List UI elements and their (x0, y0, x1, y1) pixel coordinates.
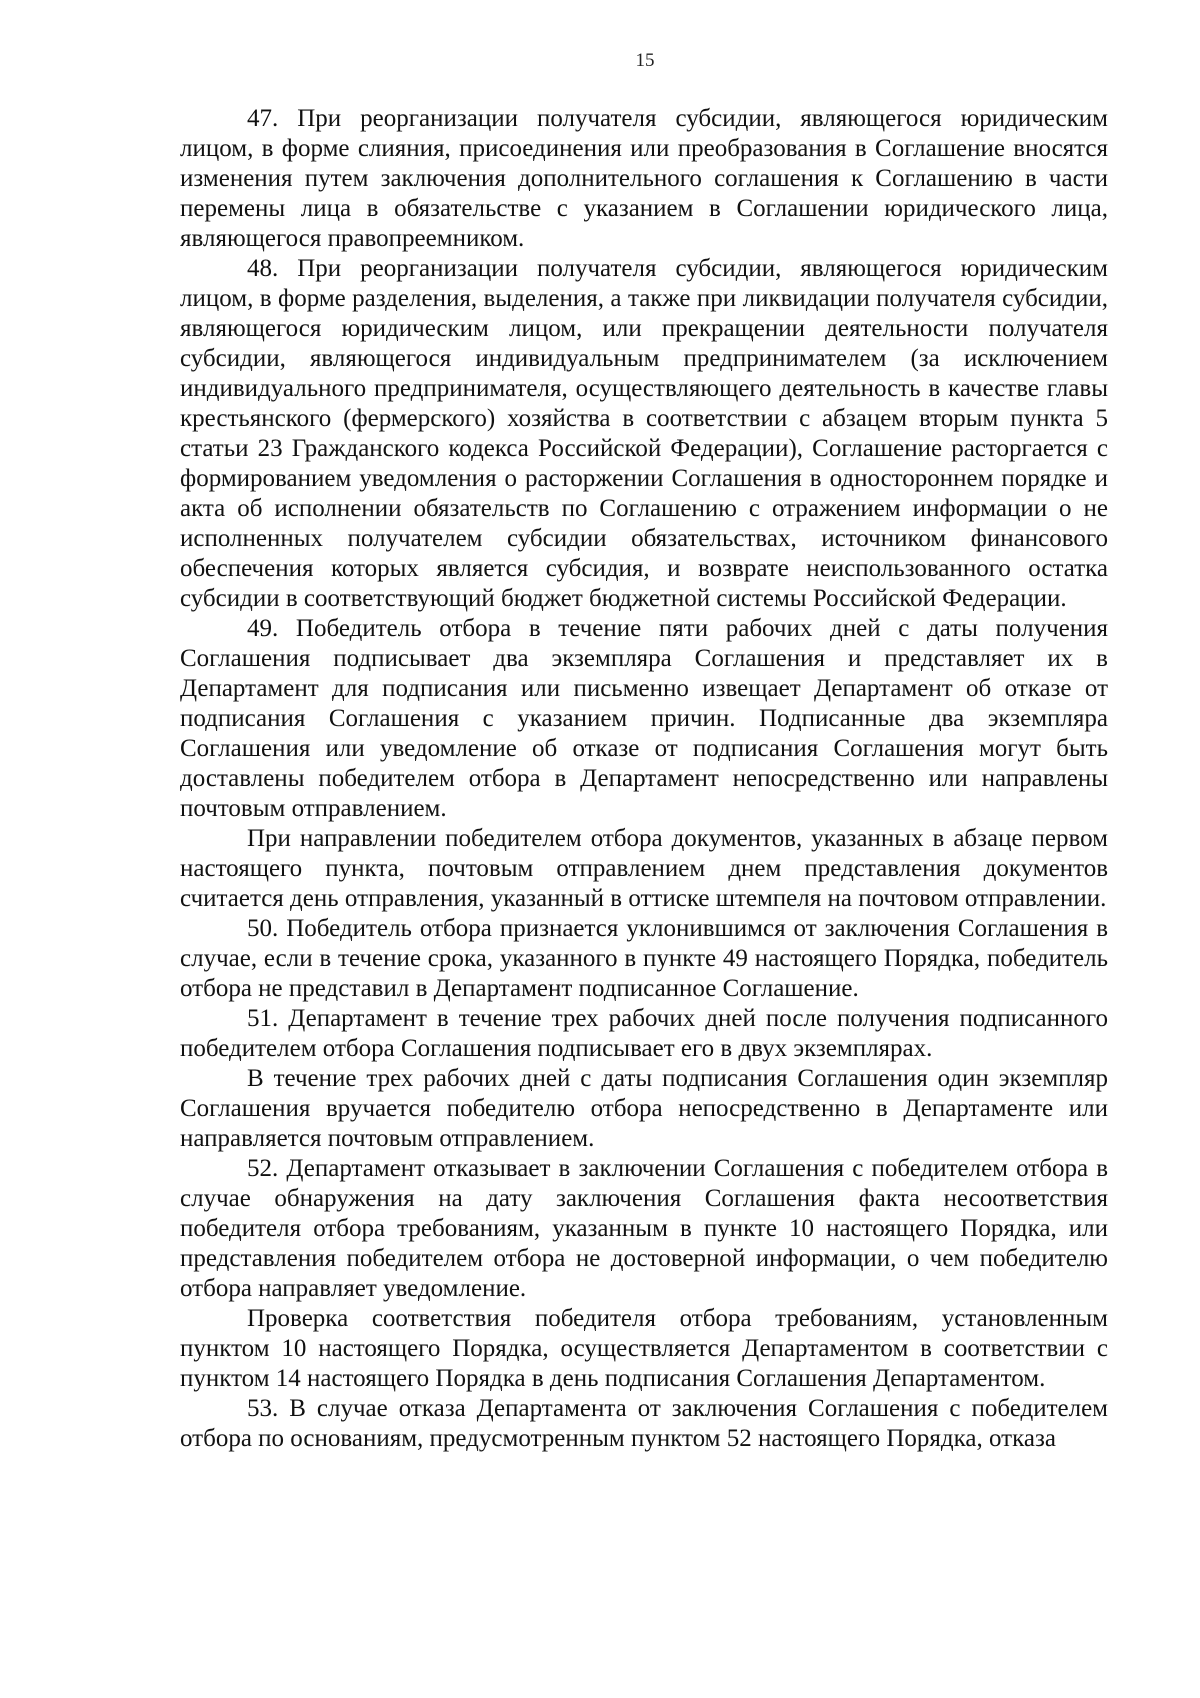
paragraph-49-mail: При направлении победителем отбора документов, указанных в абзаце первом настоящего пункта, почтовым отправлением днем представления документов считается день отправления, указанный в оттиске штемпеля на почтовом отправлении. (180, 825, 1108, 912)
paragraph-47: 47. При реорганизации получателя субсидии, являющегося юридическим лицом, в форме слияния, присоединения или преобразования в Соглашение вносятся изменения путем заключения дополнительного соглашения к Соглашению в части перемены лица в обязательстве с указанием в Соглашении юридического лица, являющегося правопреемником. (180, 105, 1108, 252)
paragraph-51-delivery: В течение трех рабочих дней с даты подписания Соглашения один экземпляр Соглашения вручается победителю отбора непосредственно в Департаменте или направляется почтовым отправлением. (180, 1065, 1108, 1152)
paragraph-50: 50. Победитель отбора признается уклонившимся от заключения Соглашения в случае, если в течение срока, указанного в пункте 49 настоящего Порядка, победитель отбора не представил в Департамент подписанное Соглашение. (180, 915, 1108, 1002)
paragraph-52-check: Проверка соответствия победителя отбора требованиям, установленным пунктом 10 настоящего Порядка, осуществляется Департаментом в соответствии с пунктом 14 настоящего Порядка в день подписания Соглашения Департаментом. (180, 1305, 1108, 1392)
page-number: 15 (635, 50, 655, 71)
paragraph-53: 53. В случае отказа Департамента от заключения Соглашения с победителем отбора по основаниям, предусмотренным пунктом 52 настоящего Порядка, отказа (180, 1395, 1108, 1452)
paragraph-49: 49. Победитель отбора в течение пяти рабочих дней с даты получения Соглашения подписывает два экземпляра Соглашения и представляет их в Департамент для подписания или письменно извещает Департамент об отказе от подписания Соглашения с указанием причин. Подписанные два экземпляра Соглашения или уведомление об отказе от подписания Соглашения могут быть доставлены победителем отбора в Департамент непосредственно или направлены почтовым отправлением. (180, 615, 1108, 822)
document-body (180, 104, 1108, 1454)
paragraph-52: 52. Департамент отказывает в заключении Соглашения с победителем отбора в случае обнаружения на дату заключения Соглашения факта несоответствия победителя отбора требованиям, указанным в пункте 10 настоящего Порядка, или представления победителем отбора не достоверной информации, о чем победителю отбора направляет уведомление. (180, 1155, 1108, 1302)
paragraph-48: 48. При реорганизации получателя субсидии, являющегося юридическим лицом, в форме разделения, выделения, а также при ликвидации получателя субсидии, являющегося юридическим лицом, или прекращении деятельности получателя субсидии, являющегося индивидуальным предпринимателем (за исключением индивидуального предпринимателя, осуществляющего деятельность в качестве главы крестьянского (фермерского) хозяйства в соответствии с абзацем вторым пункта 5 статьи 23 Гражданского кодекса Российской Федерации), Соглашение расторгается с формированием уведомления о расторжении Соглашения в одностороннем порядке и акта об исполнении обязательств по Соглашению с отражением информации о не исполненных получателем субсидии обязательствах, источником финансового обеспечения которых является субсидия, и возврате неиспользованного остатка субсидии в соответствующий бюджет бюджетной системы Российской Федерации. (180, 255, 1108, 612)
paragraph-51: 51. Департамент в течение трех рабочих дней после получения подписанного победителем отбора Соглашения подписывает его в двух экземплярах. (180, 1005, 1108, 1062)
